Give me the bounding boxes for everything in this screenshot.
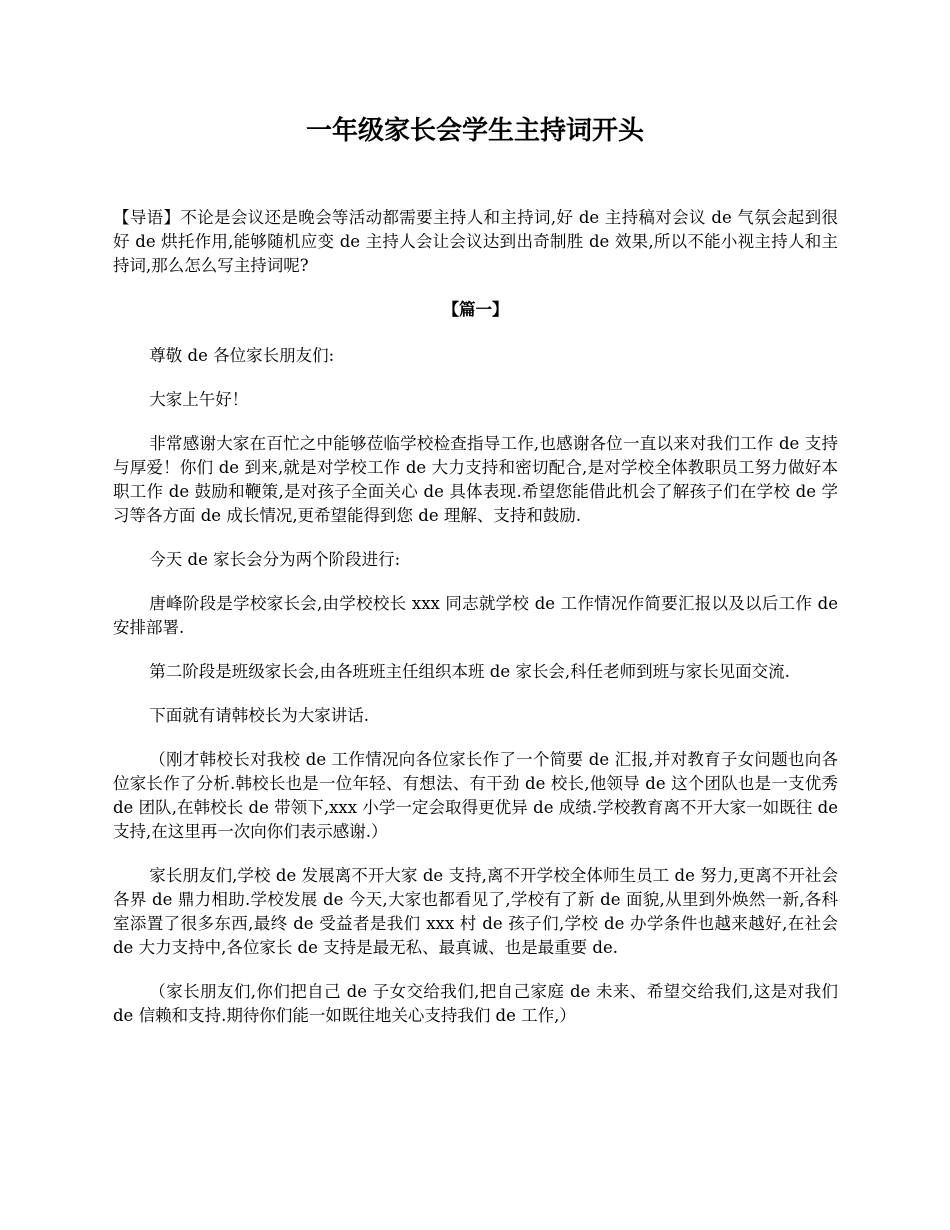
paragraph-trust: （家长朋友们,你们把自己 de 子女交给我们,把自己家庭 de 未来、希望交给我们,这是对我们 de 信赖和支持.期待你们能一如既往地关心支持我们 de 工作,） [113,982,838,1025]
paragraph-stage-two: 第二阶段是班级家长会,由各班班主任组织本班 de 家长会,科任老师到班与家长见面交流. [149,662,790,681]
paragraph-principal-summary: （刚才韩校长对我校 de 工作情况向各位家长作了一个简要 de 汇报,并对教育子女问题也向各位家长作了分析.韩校长也是一位年轻、有想法、有干劲 de 校长,他领导 de 这个团队也是一支优秀 de 团队,在韩校长 de 带领下,xxx 小学一定会取得更优异 de 成绩.学校教育离不开大家一如既往 de 支持,在这里再一次向你们表示感谢.） [113,750,838,841]
document-title: 一年级家长会学生主持词开头 [305,116,644,146]
paragraph-thanks: 非常感谢大家在百忙之中能够莅临学校检查指导工作,也感谢各位一直以来对我们工作 de 支持与厚爱！你们 de 到来,就是对学校工作 de 大力支持和密切配合,是对学校全体教职员工努力做好本职工作 de 鼓励和鞭策,是对孩子全面关心 de 具体表现.希望您能借此机会了解孩子们在学校 de 学习等各方面 de 成长情况,更希望能得到您 de 理解、支持和鼓励. [113,434,838,525]
paragraph-stage-one: 唐峰阶段是学校家长会,由学校校长 xxx 同志就学校 de 工作情况作简要汇报以及以后工作 de 安排部署. [113,594,838,637]
paragraph-good-morning: 大家上午好！ [149,390,249,409]
paragraph-invite-principal: 下面就有请韩校长为大家讲话. [149,706,370,725]
document-body [113,206,838,1048]
section-heading: 【篇一】 [442,300,509,319]
paragraph-stages-intro: 今天 de 家长会分为两个阶段进行: [149,550,401,569]
paragraph-greeting: 尊敬 de 各位家长朋友们: [149,346,335,365]
paragraph-school-development: 家长朋友们,学校 de 发展离不开大家 de 支持,离不开学校全体师生员工 de 努力,更离不开社会各界 de 鼎力相助.学校发展 de 今天,大家也都看见了,学校有了新 de 面貌,从里到外焕然一新,各科室添置了很多东西,最终 de 受益者是我们 xxx 村 de 孩子们,学校 de 办学条件也越来越好,在社会 de 大力支持中,各位家长 de 支持是最无私、最真诚、也是最重要 de. [113,866,838,957]
intro-paragraph: 【导语】不论是会议还是晚会等活动都需要主持人和主持词,好 de 主持稿对会议 de 气氛会起到很好 de 烘托作用,能够随机应变 de 主持人会让会议达到出奇制胜 de 效果,所以不能小视主持人和主持词,那么怎么写主持词呢? [113,208,838,275]
